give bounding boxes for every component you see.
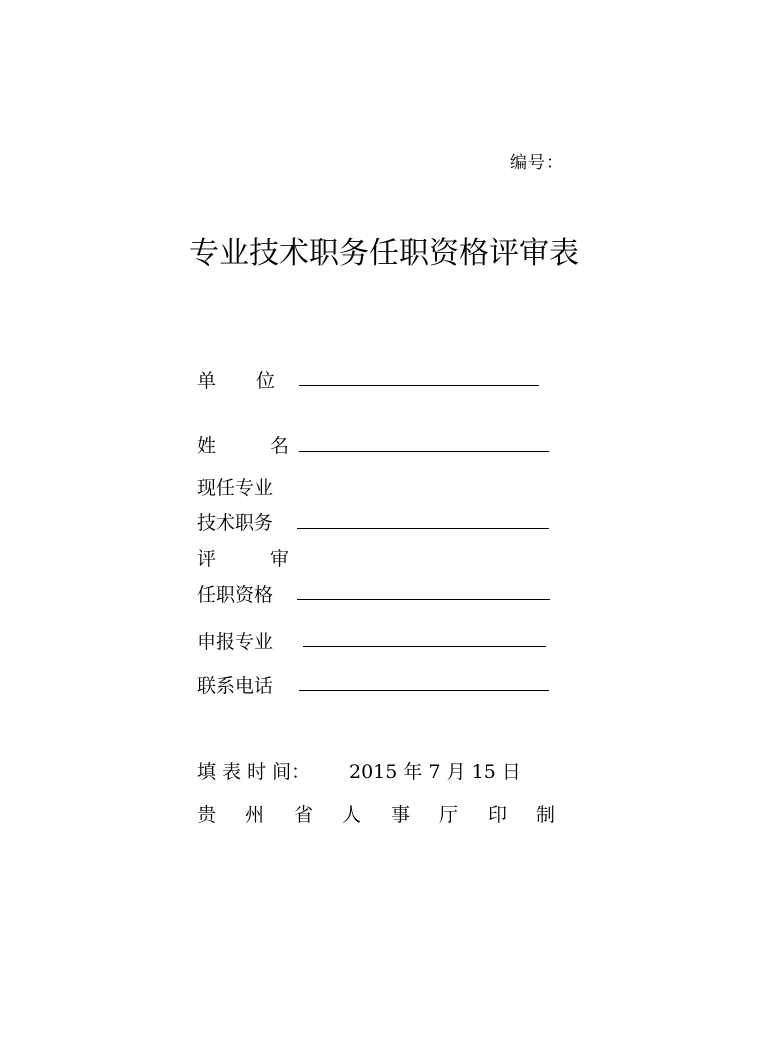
review-label-line1: 评审: [197, 548, 344, 570]
fill-date-day-unit: 日: [501, 761, 521, 783]
issuer-char: 制: [536, 804, 556, 826]
phone-field[interactable]: [299, 690, 549, 691]
issuer-char: 省: [294, 804, 314, 826]
major-label: 申报专业: [197, 631, 274, 653]
current-title-label-line2: 技术职务: [197, 512, 274, 534]
fill-date-label: 填 表 时 间：: [197, 761, 311, 783]
issuer-char: 事: [391, 804, 411, 826]
review-qualification-field[interactable]: [297, 599, 550, 600]
phone-label: 联系电话: [197, 675, 274, 697]
serial-number-label: 编号：: [510, 153, 564, 173]
fill-date-row: [197, 757, 521, 784]
major-field[interactable]: [303, 646, 546, 647]
current-title-field[interactable]: [297, 528, 549, 529]
fill-date-month-unit: 月: [446, 761, 466, 783]
fill-date-year: 2015: [349, 761, 398, 783]
fill-date-year-unit: 年: [403, 761, 423, 783]
name-field[interactable]: [299, 451, 549, 452]
current-title-label-line1: 现任专业: [197, 477, 274, 499]
fill-date-day: 15: [471, 761, 496, 783]
issuer-char: 印: [488, 804, 508, 826]
fill-date-month: 7: [428, 761, 441, 783]
document-title: 专业技术职务任职资格评审表: [189, 236, 579, 271]
issuer-char: 贵: [197, 804, 217, 826]
unit-label: 单位: [197, 370, 316, 392]
name-label: 姓名: [197, 435, 344, 457]
issuer-char: 人: [342, 804, 362, 826]
issuer-char: 州: [245, 804, 265, 826]
review-label-line2: 任职资格: [197, 584, 274, 606]
issuer-char: 厅: [439, 804, 459, 826]
unit-field[interactable]: [299, 385, 539, 386]
